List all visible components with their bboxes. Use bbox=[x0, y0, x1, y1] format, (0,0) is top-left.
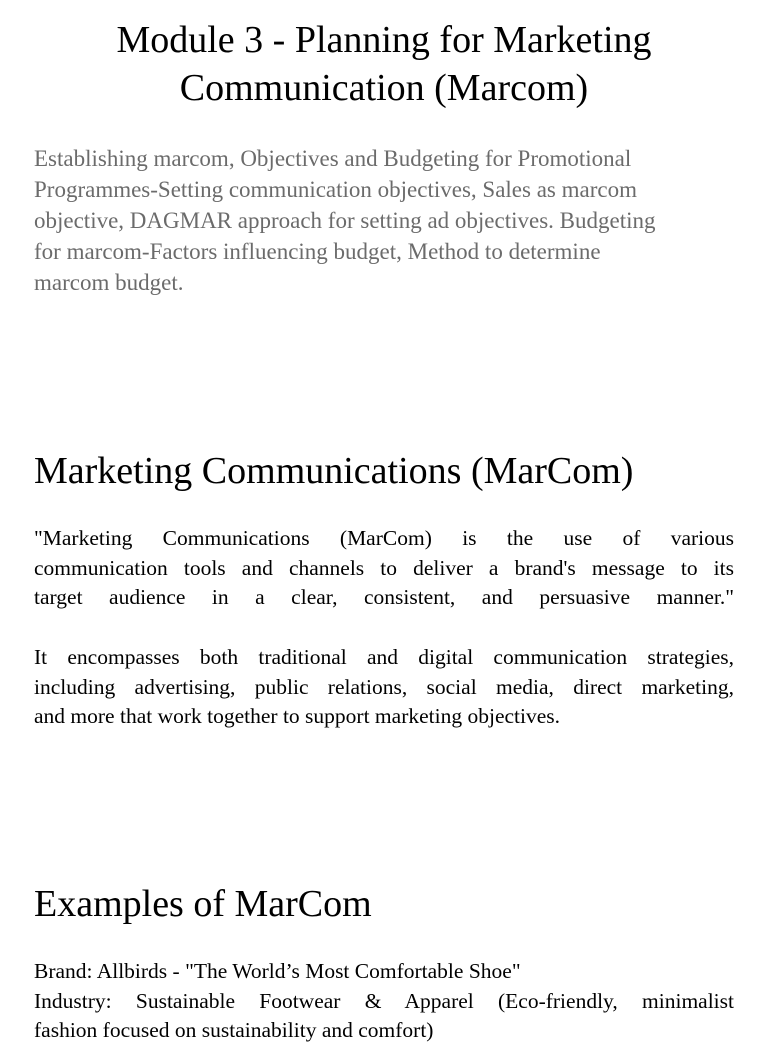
encompasses-line: It encompasses both traditional and digital communication strategies, bbox=[34, 645, 734, 669]
marcom-section-heading: Marketing Communications (MarCom) bbox=[34, 450, 634, 492]
module-description bbox=[34, 143, 744, 298]
example-industry-line-cont: fashion focused on sustainability and comfort) bbox=[34, 1018, 434, 1042]
examples-paragraph bbox=[34, 957, 734, 1046]
encompasses-line: and more that work together to support marketing objectives. bbox=[34, 704, 561, 728]
definition-line: "Marketing Communications (MarCom) is the use of various bbox=[34, 526, 734, 550]
example-brand-line: Brand: Allbirds - "The World’s Most Comfortable Shoe" bbox=[34, 959, 521, 983]
encompasses-line: including advertising, public relations, social media, direct marketing, bbox=[34, 674, 734, 699]
module-description-line: Programmes-Setting communication objectives, Sales as marcom bbox=[34, 177, 637, 202]
module-title-line: Module 3 - Planning for Marketing bbox=[116, 19, 652, 61]
module-title bbox=[34, 16, 734, 112]
examples-section-heading: Examples of MarCom bbox=[34, 883, 372, 925]
marcom-encompasses-paragraph bbox=[34, 643, 734, 732]
module-description-line: Establishing marcom, Objectives and Budgeting for Promotional bbox=[34, 146, 632, 171]
example-industry-line: Industry: Sustainable Footwear & Apparel (Eco-friendly, minimalist bbox=[34, 988, 734, 1013]
module-description-line: objective, DAGMAR approach for setting ad objectives. Budgeting bbox=[34, 208, 656, 233]
definition-line: target audience in a clear, consistent, and persuasive manner." bbox=[34, 585, 734, 609]
module-description-line: marcom budget. bbox=[34, 270, 184, 295]
module-title-line: Communication (Marcom) bbox=[179, 67, 589, 109]
module-description-line: for marcom-Factors influencing budget, Method to determine bbox=[34, 239, 601, 264]
definition-line: communication tools and channels to deliver a brand's message to its bbox=[34, 555, 734, 580]
marcom-definition-paragraph bbox=[34, 524, 734, 613]
